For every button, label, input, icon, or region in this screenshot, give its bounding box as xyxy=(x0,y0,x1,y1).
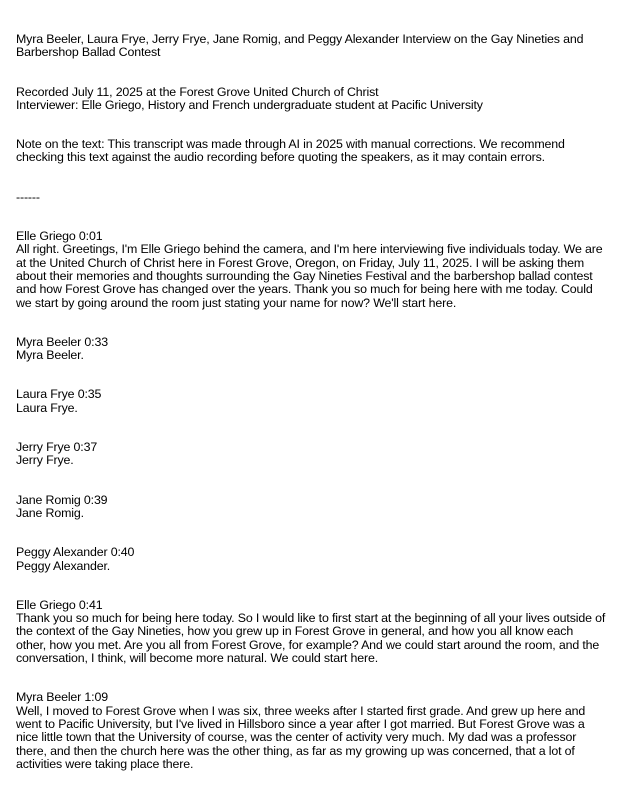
turn-text: All right. Greetings, I'm Elle Griego behind the camera, and I'm here interviewing five individuals today. We are at the United Church of Christ here in Forest Grove, Oregon, on Friday, July 11, 2025. I will be asking them about their memories and thoughts surrounding the Gay Nineties Festival and the barbershop ballad contest and how Forest Grove has changed over the years. Thank you so much for being here with me today. Could we start by going around the room just stating your name for now? We'll start here. xyxy=(16,242,603,310)
transcript-turn xyxy=(16,441,606,468)
speaker-timestamp: Elle Griego 0:41 xyxy=(16,597,103,612)
transcript-note: Note on the text: This transcript was made through AI in 2025 with manual corrections. We recommend checking this text against the audio recording before quoting the speakers, as it may contain errors. xyxy=(16,137,565,165)
speaker-timestamp: Peggy Alexander 0:40 xyxy=(16,545,135,560)
interviewer-line: Interviewer: Elle Griego, History and French undergraduate student at Pacific University xyxy=(16,97,483,112)
turn-text: Jerry Frye. xyxy=(16,453,74,468)
speaker-timestamp: Myra Beeler 1:09 xyxy=(16,690,108,705)
turn-text: Myra Beeler. xyxy=(16,348,84,363)
speaker-timestamp: Laura Frye 0:35 xyxy=(16,387,102,402)
recorded-line: Recorded July 11, 2025 at the Forest Grove United Church of Christ xyxy=(16,84,379,99)
document-title: Myra Beeler, Laura Frye, Jerry Frye, Jane Romig, and Peggy Alexander Interview on the Gay Nineties and Barbershop Ballad Contest xyxy=(16,32,584,60)
recording-info xyxy=(16,86,606,113)
turn-text: Well, I moved to Forest Grove when I was six, three weeks after I started first grade. And grew up here and went to Pacific University, but I've lived in Hillsboro since a year after I got married. But Forest Grove was a nice little town that the University of course, was the center of activity very much. My dad was a professor there, and then the church here was the other thing, as far as my growing up was concerned, that a lot of activities were taking place there. xyxy=(16,703,586,771)
turn-text: Peggy Alexander. xyxy=(16,558,111,573)
transcript-turn xyxy=(16,388,606,415)
transcript-turn xyxy=(16,230,606,310)
turn-text: Thank you so much for being here today. So I would like to first start at the beginning of all your lives outside of the context of the Gay Nineties, how you grew up in Forest Grove in general, and how you all know each other, how you met. Are you all from Forest Grove, for example? And we could start around the room, and the conversation, I think, will become more natural. We could start here. xyxy=(16,611,606,666)
speaker-timestamp: Jerry Frye 0:37 xyxy=(16,440,98,455)
speaker-timestamp: Jane Romig 0:39 xyxy=(16,492,108,507)
transcript-turn xyxy=(16,691,606,771)
transcript-page xyxy=(16,33,606,797)
transcript-turn xyxy=(16,494,606,521)
transcript-turn xyxy=(16,546,606,573)
separator: ------ xyxy=(16,189,40,204)
turn-text: Jane Romig. xyxy=(16,505,84,520)
transcript-turn xyxy=(16,599,606,665)
speaker-timestamp: Myra Beeler 0:33 xyxy=(16,334,108,349)
transcript-turn xyxy=(16,336,606,363)
speaker-timestamp: Elle Griego 0:01 xyxy=(16,229,103,244)
turn-text: Laura Frye. xyxy=(16,400,78,415)
